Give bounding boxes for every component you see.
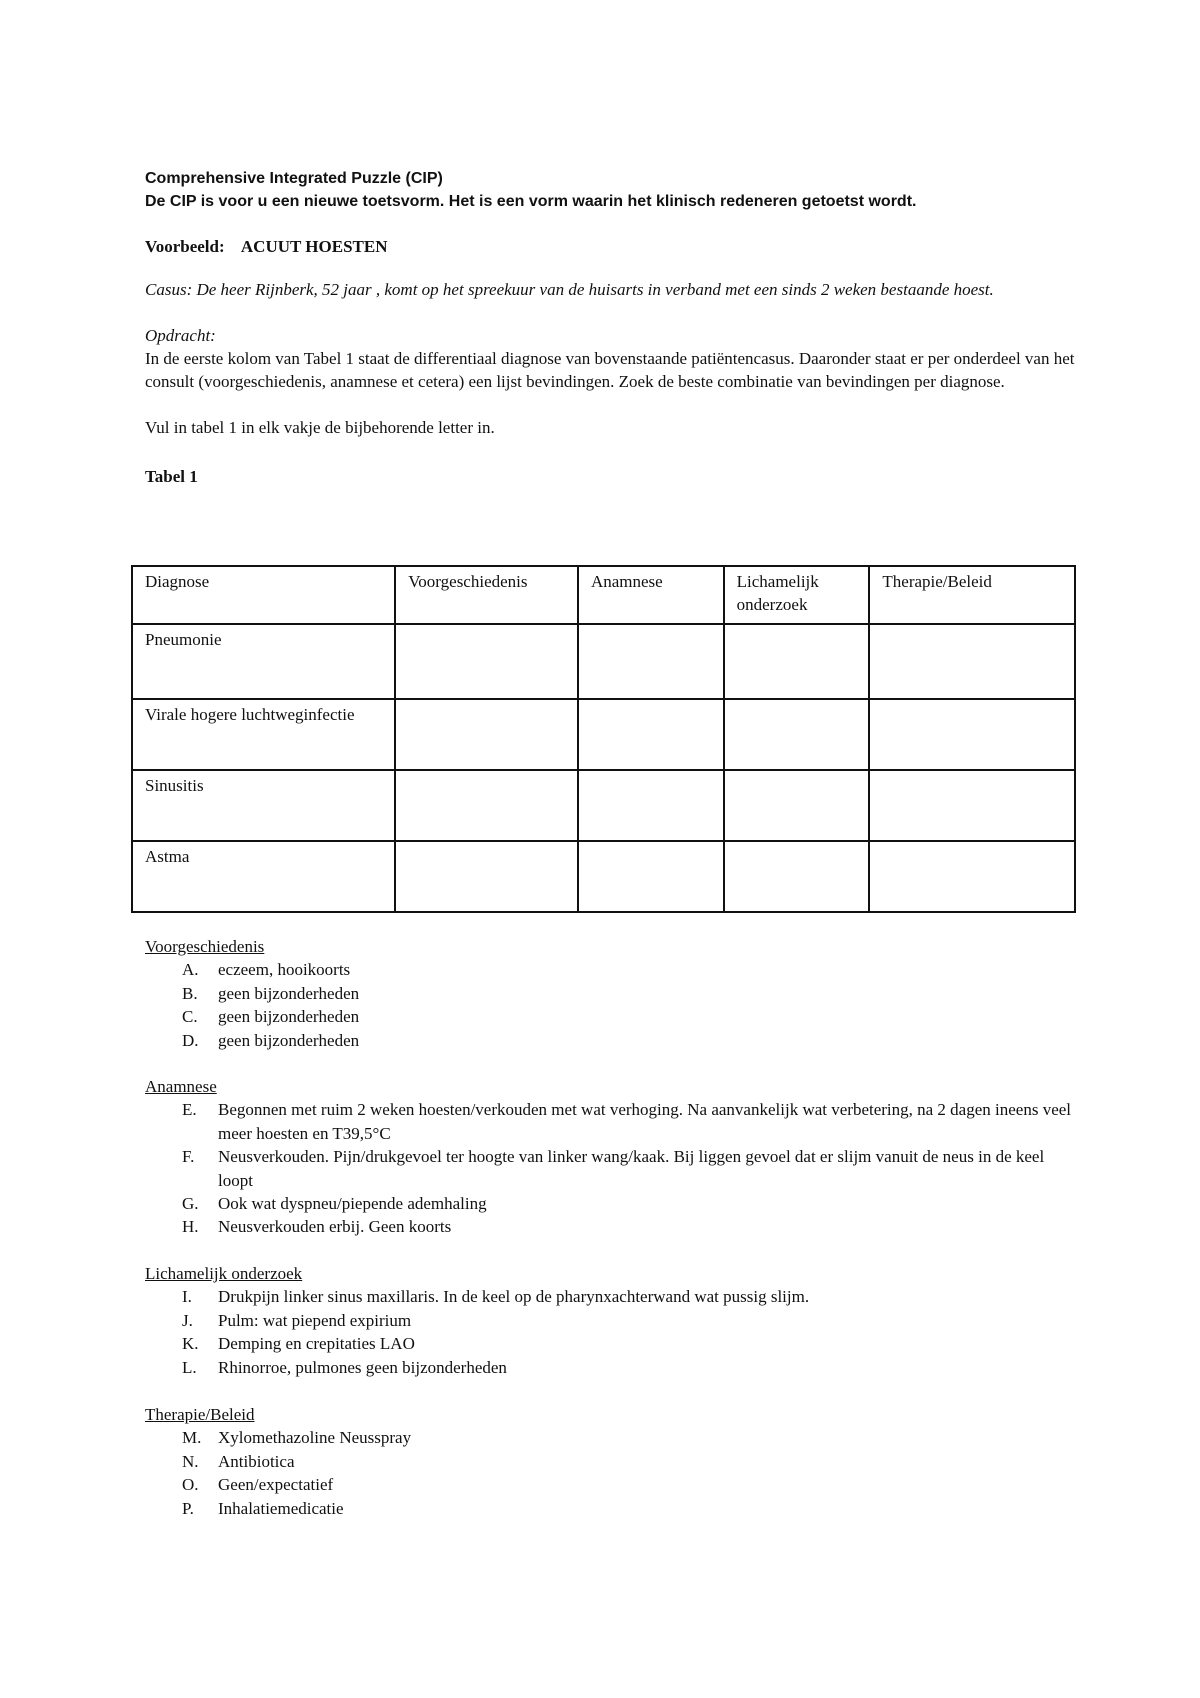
table-title: Tabel 1 xyxy=(145,467,198,486)
header-anamnese: Anamnese xyxy=(578,566,724,624)
section-voorgeschiedenis xyxy=(145,935,1075,1052)
answer-cell[interactable] xyxy=(724,699,870,770)
header-lichamelijk-onderzoek: Lichamelijk onderzoek xyxy=(724,566,870,624)
diagnosis-table xyxy=(131,565,1076,913)
section-title: Lichamelijk onderzoek xyxy=(145,1264,303,1283)
answer-cell[interactable] xyxy=(724,841,870,912)
table-row xyxy=(132,699,1075,770)
opdracht-instruction: Vul in tabel 1 in elk vakje de bijbehorende letter in. xyxy=(145,418,495,437)
list-item: A. eczeem, hooikoorts xyxy=(182,960,351,980)
opdracht-title: Opdracht: xyxy=(145,326,216,345)
answer-cell[interactable] xyxy=(869,770,1075,841)
section-title: Voorgeschiedenis xyxy=(145,937,265,956)
list-item: L. Rhinorroe, pulmones geen bijzonderheden xyxy=(182,1357,507,1377)
list-item: H. Neusverkouden erbij. Geen koorts xyxy=(182,1217,452,1237)
table-row xyxy=(132,624,1075,699)
answer-cell[interactable] xyxy=(724,624,870,699)
answer-cell[interactable] xyxy=(578,770,724,841)
diagnose-cell: Pneumonie xyxy=(132,624,395,699)
list-item: I. Drukpijn linker sinus maxillaris. In de keel op de pharynxachterwand wat pussig slijm. xyxy=(182,1287,810,1307)
section-lichamelijk-onderzoek xyxy=(145,1262,1075,1379)
answer-cell[interactable] xyxy=(578,699,724,770)
example-topic: ACUUT HOESTEN xyxy=(240,237,388,256)
diagnose-cell: Astma xyxy=(132,841,395,912)
answer-cell[interactable] xyxy=(395,699,578,770)
list-item: N. Antibiotica xyxy=(182,1451,295,1471)
list-item: G. Ook wat dyspneu/piepende ademhaling xyxy=(182,1194,487,1214)
answer-cell[interactable] xyxy=(869,624,1075,699)
header-diagnose: Diagnose xyxy=(132,566,395,624)
document-title: Comprehensive Integrated Puzzle (CIP) xyxy=(145,170,443,187)
diagnose-cell: Virale hogere luchtweginfectie xyxy=(132,699,395,770)
answer-cell[interactable] xyxy=(724,770,870,841)
section-anamnese xyxy=(145,1075,1075,1239)
section-title: Anamnese xyxy=(145,1077,217,1096)
list-item: M. Xylomethazoline Neusspray xyxy=(182,1428,412,1448)
list-item: F. Neusverkouden. Pijn/drukgevoel ter hoogte van linker wang/kaak. Bij liggen gevoel dat er slijm vanuit de neus in de keel loopt xyxy=(182,1147,1045,1190)
list-item: J. Pulm: wat piepend expirium xyxy=(182,1310,412,1330)
casus-text: Casus: De heer Rijnberk, 52 jaar , komt op het spreekuur van de huisarts in verband met een sinds 2 weken bestaande hoest. xyxy=(145,280,994,299)
table-row xyxy=(132,770,1075,841)
table-row xyxy=(132,841,1075,912)
answer-cell[interactable] xyxy=(395,624,578,699)
list-item: E. Begonnen met ruim 2 weken hoesten/verkouden met wat verhoging. Na aanvankelijk wat verbetering, na 2 dagen ineens veel meer hoesten en T39,5°C xyxy=(182,1100,1072,1143)
list-item: P. Inhalatiemedicatie xyxy=(182,1498,344,1518)
section-title: Therapie/Beleid xyxy=(145,1405,255,1424)
answer-cell[interactable] xyxy=(395,841,578,912)
answer-cell[interactable] xyxy=(869,699,1075,770)
table-header-row xyxy=(132,566,1075,624)
list-item: K. Demping en crepitaties LAO xyxy=(182,1334,415,1354)
header-voorgeschiedenis: Voorgeschiedenis xyxy=(395,566,578,624)
list-item: D. geen bijzonderheden xyxy=(182,1030,360,1050)
answer-cell[interactable] xyxy=(578,841,724,912)
list-item: C. geen bijzonderheden xyxy=(182,1007,360,1027)
diagnose-cell: Sinusitis xyxy=(132,770,395,841)
document-body xyxy=(145,167,1080,488)
header-therapie-beleid: Therapie/Beleid xyxy=(869,566,1075,624)
section-therapie-beleid xyxy=(145,1403,1075,1520)
list-item: B. geen bijzonderheden xyxy=(182,983,360,1003)
example-label: Voorbeeld: xyxy=(145,237,225,256)
document-subtitle: De CIP is voor u een nieuwe toetsvorm. Het is een vorm waarin het klinisch redeneren getoetst wordt. xyxy=(145,193,917,210)
example-heading xyxy=(145,235,1080,258)
list-item: O. Geen/expectatief xyxy=(182,1475,334,1495)
opdracht-text: In de eerste kolom van Tabel 1 staat de differentiaal diagnose van bovenstaande patiëntencasus. Daaronder staat er per onderdeel van het consult (voorgeschiedenis, anamnese et cetera) een lijst bevindingen. Zoek de beste combinatie van bevindingen per diagnose. xyxy=(145,349,1075,391)
answer-cell[interactable] xyxy=(578,624,724,699)
answer-cell[interactable] xyxy=(869,841,1075,912)
answer-cell[interactable] xyxy=(395,770,578,841)
